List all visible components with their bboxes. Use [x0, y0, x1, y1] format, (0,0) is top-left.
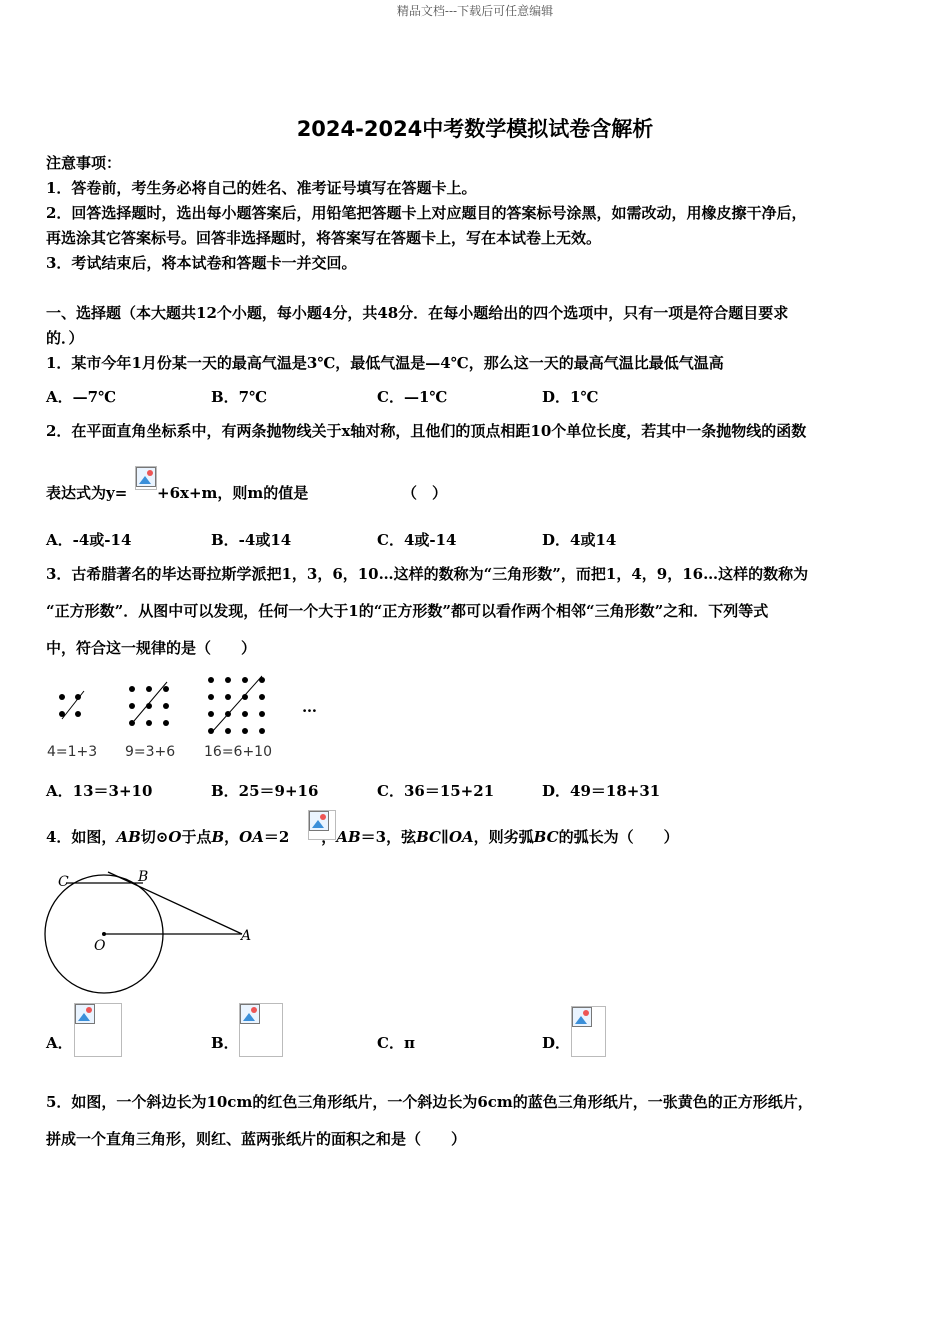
q4-stem: 4．如图，AB切⊙O于点B，OA＝2 AB＝3，弦BC∥OA，则劣弧BC的弧长为（ ）	[46, 828, 679, 846]
q5-stem: 拼成一个直角三角形，则红、蓝两张纸片的面积之和是（ ）	[46, 1130, 467, 1148]
q3-option-b: B．25＝9+16	[211, 782, 319, 800]
broken-image-icon	[308, 810, 336, 840]
q2-option-c: C．4或-14	[377, 531, 457, 549]
q3-option-a: A．13＝3+10	[46, 782, 153, 800]
q3-stem: 中，符合这一规律的是（ ）	[46, 639, 257, 657]
notice-item: 3．考试结束后，将本试卷和答题卡一并交回。	[46, 254, 357, 272]
q4-option-b: B．	[211, 1034, 239, 1052]
section-heading: 一、选择题（本大题共12个小题，每小题4分，共48分．在每小题给出的四个选项中，只有一项是符合题目要求	[46, 304, 789, 322]
notice-item: 2．回答选择题时，选出每小题答案后，用铅笔把答题卡上对应题目的答案标号涂黑，如需改动，用橡皮擦干净后，	[46, 204, 807, 222]
q3-option-c: C．36＝15+21	[377, 782, 495, 800]
broken-image-icon	[571, 1006, 606, 1057]
section-heading-cont: 的．）	[46, 329, 84, 347]
circle-tangent-figure	[40, 866, 260, 998]
q3-stem: 3．古希腊著名的毕达哥拉斯学派把1，3，6，10…这样的数称为“三角形数”，而把1，4，9，16…这样的数称为	[46, 565, 809, 583]
q1-option-b: B．7℃	[211, 388, 268, 406]
q1-stem: 1．某市今年1月份某一天的最高气温是3℃，最低气温是—4℃，那么这一天的最高气温比最低气温高	[46, 354, 724, 372]
q3-stem: “正方形数”．从图中可以发现，任何一个大于1的“正方形数”都可以看作两个相邻“三角形数”之和．下列等式	[46, 602, 769, 620]
q2-stem: 2．在平面直角坐标系中，有两条抛物线关于x轴对称，且他们的顶点相距10个单位长度，若其中一条抛物线的函数	[46, 422, 807, 440]
q3-option-d: D．49＝18+31	[542, 782, 661, 800]
q2-option-a: A．-4或-14	[46, 531, 132, 549]
point-o-label: O	[94, 938, 106, 954]
q4-option-a: A．	[46, 1034, 73, 1052]
notice-heading: 注意事项：	[46, 154, 122, 172]
q1-option-d: D．1℃	[542, 388, 599, 406]
figure-ellipsis: …	[302, 698, 317, 716]
broken-image-icon	[239, 1003, 283, 1057]
q2-stem-expr-a: 表达式为y=	[46, 484, 128, 502]
q4-option-d: D．	[542, 1034, 571, 1052]
broken-image-icon	[135, 466, 157, 490]
figure-label: 9=3+6	[125, 744, 176, 760]
q2-option-b: B．-4或14	[211, 531, 292, 549]
point-c-label: C	[58, 874, 69, 890]
q1-option-c: C．—1℃	[377, 388, 448, 406]
notice-item: 再选涂其它答案标号。回答非选择题时，将答案写在答题卡上，写在本试卷上无效。	[46, 229, 602, 247]
q2-option-d: D．4或14	[542, 531, 617, 549]
figure-label: 16=6+10	[204, 744, 272, 760]
q5-stem: 5．如图，一个斜边长为10cm的红色三角形纸片，一个斜边长为6cm的蓝色三角形纸片，一张黄色的正方形纸片，	[46, 1093, 813, 1111]
q1-option-a: A．—7℃	[46, 388, 117, 406]
q2-stem-expr-b: +6x+m，则m的值是	[157, 484, 309, 502]
q2-answer-paren: （ ）	[402, 484, 448, 502]
page-title: 2024-2024中考数学模拟试卷含解析	[296, 117, 654, 141]
q4-option-c: C．π	[377, 1034, 415, 1052]
page-header: 精品文档---下载后可任意编辑	[396, 4, 554, 18]
point-b-label: B	[138, 869, 149, 885]
notice-item: 1．答卷前，考生务必将自己的姓名、准考证号填写在答题卡上。	[46, 179, 477, 197]
figure-label: 4=1+3	[47, 744, 98, 760]
broken-image-icon	[74, 1003, 122, 1057]
point-a-label: A	[241, 928, 252, 944]
